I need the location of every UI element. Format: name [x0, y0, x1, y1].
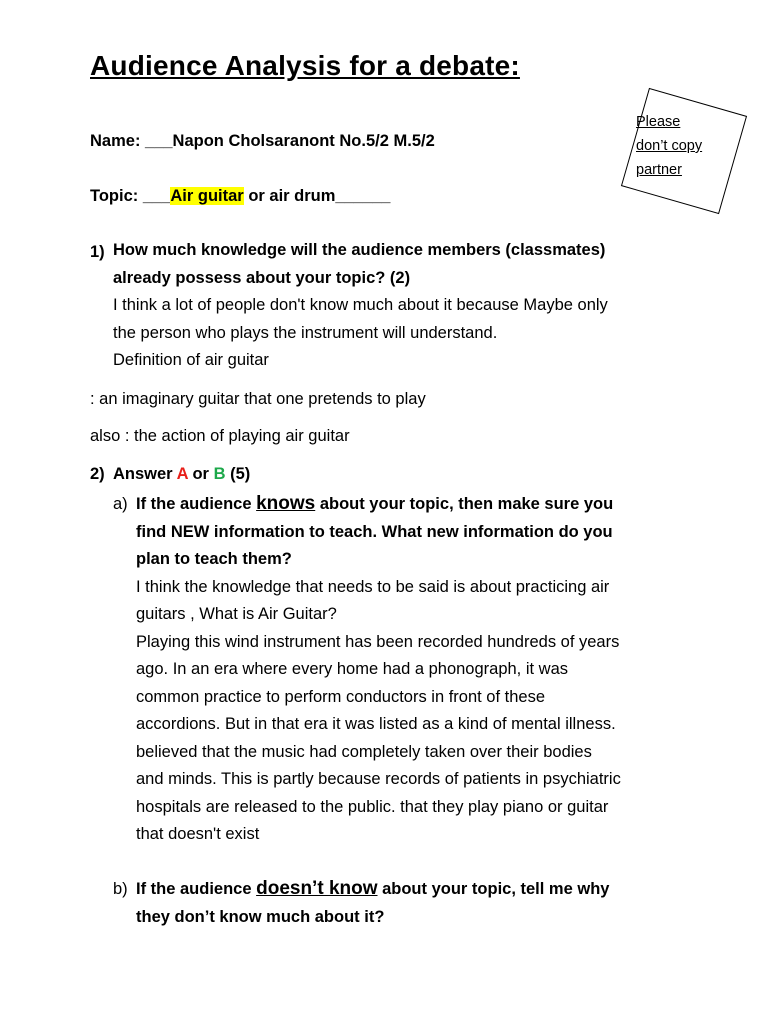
- q2-option-b: B: [213, 465, 226, 483]
- topic-line: [90, 186, 390, 206]
- q1-block: [113, 237, 608, 375]
- q2a-answer-line-8: and minds. This is partly because records of patients in psychiatric: [136, 770, 621, 788]
- q1-question-line-1: How much knowledge will the audience members (classmates): [113, 241, 606, 259]
- q2a-answer-line-7: believed that the music had completely taken over their bodies: [136, 742, 592, 761]
- q1-answer-line-3: Definition of air guitar: [113, 351, 269, 369]
- page-title: Audience Analysis for a debate:: [90, 50, 520, 81]
- q1-question-line-2: already possess about your topic? (2): [113, 268, 411, 287]
- q2a-answer-line-5: common practice to perform conductors in front of these: [136, 687, 546, 706]
- q2a-answer-line-9: hospitals are released to the public. that they play piano or guitar: [136, 797, 609, 816]
- q2a-marker: a): [113, 495, 128, 513]
- q2a-answer-line-1: I think the knowledge that needs to be said is about practicing air: [136, 577, 610, 596]
- q2b-line1-post: about your topic, tell me why: [377, 880, 610, 898]
- note-text: [636, 110, 726, 182]
- q2a-line1-pre: If the audience: [136, 495, 257, 513]
- note-line-3: partner: [636, 162, 682, 178]
- q2-or: or: [187, 465, 214, 483]
- q2b-block: [136, 875, 609, 931]
- q1-answer-line-2: the person who plays the instrument will understand.: [113, 323, 498, 342]
- q2b-marker: b): [113, 880, 128, 898]
- topic-rest: or air drum______: [243, 187, 391, 205]
- q2a-answer-line-3: Playing this wind instrument has been recorded hundreds of years: [136, 632, 620, 651]
- q2a-answer-line-2: guitars , What is Air Guitar?: [136, 605, 337, 623]
- q2a-question-line-1: [136, 490, 621, 519]
- q1-answer-line-1: I think a lot of people don't know much about it because Maybe only: [113, 296, 608, 314]
- q2b-question-line-2: they don’t know much about it?: [136, 907, 385, 926]
- q2a-answer-line-6: accordions. But in that era it was listed as a kind of mental illness.: [136, 715, 616, 733]
- name-line: Name: ___Napon Cholsaranont No.5/2 M.5/2: [90, 132, 435, 150]
- topic-highlight: Air guitar: [170, 187, 244, 205]
- q1-definition-2: also : the action of playing air guitar: [90, 427, 350, 445]
- q2a-emphasis: knows: [256, 493, 316, 514]
- q2-option-a: A: [176, 465, 188, 483]
- q2a-question-line-2: find NEW information to teach. What new information do you: [136, 522, 613, 541]
- topic-label: Topic: ___: [90, 187, 171, 205]
- note-line-1: Please: [636, 114, 681, 130]
- q2a-line1-post: about your topic, then make sure you: [315, 495, 614, 513]
- q2a-question-line-3: plan to teach them?: [136, 550, 292, 568]
- q2b-question-line-1: [136, 875, 609, 904]
- q2-number: 2): [90, 465, 105, 483]
- q2a-block: [136, 490, 621, 849]
- q2a-answer-line-10: that doesn't exist: [136, 825, 260, 843]
- q2b-emphasis: doesn’t know: [256, 878, 378, 899]
- q2b-line1-pre: If the audience: [136, 880, 257, 898]
- q1-number: 1): [90, 243, 105, 261]
- note-line-2: don’t copy: [636, 138, 703, 154]
- q2a-answer-line-4: ago. In an era where every home had a phonograph, it was: [136, 660, 569, 678]
- q2-answer-prompt: [113, 464, 250, 484]
- q1-definition-1: : an imaginary guitar that one pretends to play: [90, 390, 426, 408]
- q2-answer-label: Answer: [113, 465, 177, 483]
- q2-points: (5): [225, 465, 251, 483]
